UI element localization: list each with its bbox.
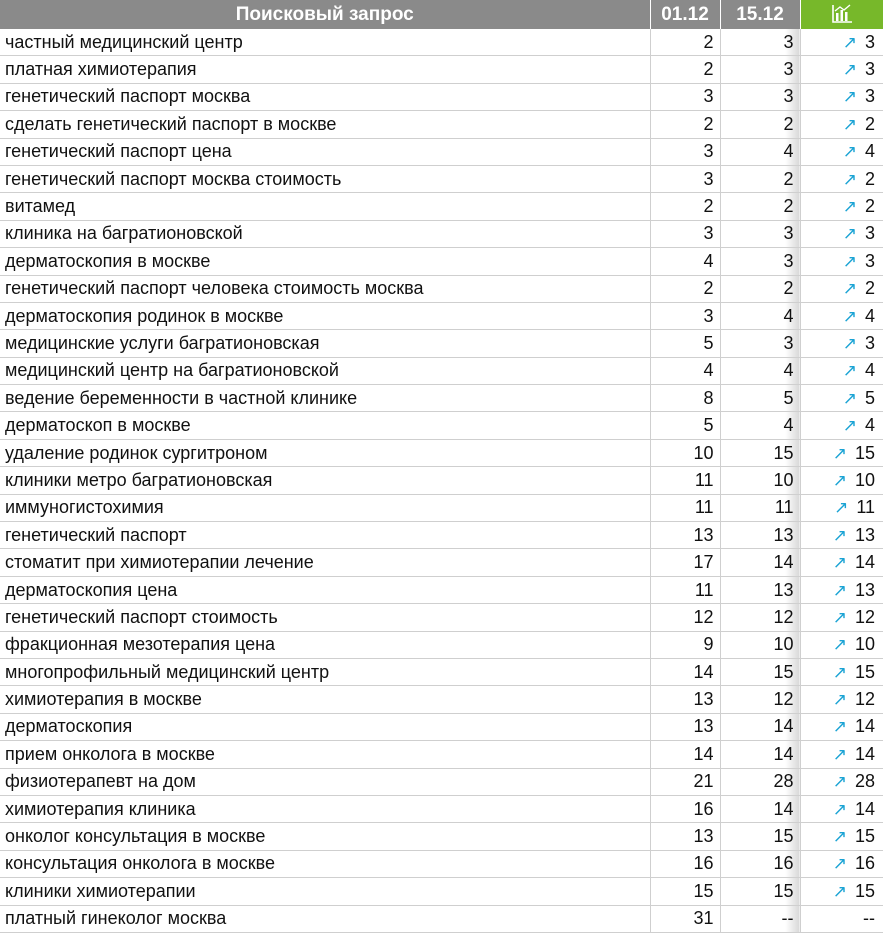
query-cell: химиотерапия в москве <box>0 686 650 713</box>
position-date-2-cell: 15 <box>720 823 800 850</box>
trend-arrow-icon: ↗ <box>832 717 847 737</box>
header-query[interactable]: Поисковый запрос <box>0 0 650 29</box>
table-row[interactable] <box>0 768 883 795</box>
trend-arrow-icon: ↗ <box>842 87 857 107</box>
table-row[interactable] <box>0 275 883 302</box>
query-cell: генетический паспорт <box>0 522 650 549</box>
query-cell: платный гинеколог москва <box>0 905 650 932</box>
position-date-1-cell: 5 <box>650 330 720 357</box>
trend-value: 3 <box>864 223 875 244</box>
query-cell: клиники химиотерапии <box>0 878 650 905</box>
trend-cell <box>800 576 883 603</box>
trend-cell <box>800 713 883 740</box>
position-date-2-cell: 2 <box>720 111 800 138</box>
trend-value: 2 <box>864 278 875 299</box>
trend-arrow-icon: ↗ <box>842 169 857 189</box>
position-date-1-cell: 3 <box>650 138 720 165</box>
position-date-1-cell: 13 <box>650 522 720 549</box>
trend-value: 16 <box>854 853 875 874</box>
position-date-2-cell: 5 <box>720 385 800 412</box>
position-date-2-cell: 12 <box>720 686 800 713</box>
table-row[interactable] <box>0 741 883 768</box>
position-date-1-cell: 2 <box>650 111 720 138</box>
position-date-2-cell: 12 <box>720 604 800 631</box>
position-date-2-cell: 4 <box>720 138 800 165</box>
table-row[interactable] <box>0 467 883 494</box>
query-cell: витамед <box>0 193 650 220</box>
table-row[interactable] <box>0 686 883 713</box>
position-date-2-cell: 3 <box>720 83 800 110</box>
table-row[interactable] <box>0 905 883 932</box>
trend-arrow-icon: ↗ <box>842 32 857 52</box>
position-date-1-cell: 14 <box>650 658 720 685</box>
trend-arrow-icon: ↗ <box>832 881 847 901</box>
trend-arrow-icon: ↗ <box>842 416 857 436</box>
query-cell: ведение беременности в частной клинике <box>0 385 650 412</box>
trend-cell <box>800 165 883 192</box>
position-date-2-cell: 2 <box>720 165 800 192</box>
trend-cell <box>800 83 883 110</box>
query-cell: дерматоскопия родинок в москве <box>0 302 650 329</box>
trend-value: 3 <box>864 31 875 52</box>
position-date-1-cell: 11 <box>650 494 720 521</box>
query-cell: химиотерапия клиника <box>0 795 650 822</box>
trend-arrow-icon: ↗ <box>842 361 857 381</box>
trend-value: 14 <box>854 798 875 819</box>
trend-arrow-icon: ↗ <box>832 553 847 573</box>
trend-cell <box>800 850 883 877</box>
trend-arrow-icon: ↗ <box>842 142 857 162</box>
position-date-1-cell: 31 <box>650 905 720 932</box>
position-date-2-cell: 10 <box>720 631 800 658</box>
table-row[interactable] <box>0 494 883 521</box>
trend-value: 3 <box>864 332 875 353</box>
trend-value: 13 <box>854 579 875 600</box>
query-cell: частный медицинский центр <box>0 29 650 56</box>
position-date-1-cell: 16 <box>650 850 720 877</box>
position-date-2-cell: 3 <box>720 56 800 83</box>
table-row[interactable] <box>0 111 883 138</box>
trend-cell <box>800 357 883 384</box>
table-row[interactable] <box>0 795 883 822</box>
trend-arrow-icon: ↗ <box>832 635 847 655</box>
position-date-1-cell: 13 <box>650 713 720 740</box>
position-date-1-cell: 4 <box>650 357 720 384</box>
trend-cell <box>800 138 883 165</box>
trend-arrow-icon: ↗ <box>832 690 847 710</box>
table-row[interactable] <box>0 823 883 850</box>
query-cell: генетический паспорт цена <box>0 138 650 165</box>
query-cell: клиники метро багратионовская <box>0 467 650 494</box>
position-date-2-cell: 13 <box>720 576 800 603</box>
position-date-2-cell: 14 <box>720 713 800 740</box>
trend-cell <box>800 330 883 357</box>
trend-value: 11 <box>856 497 875 518</box>
query-cell: медицинский центр на багратионовской <box>0 357 650 384</box>
position-date-1-cell: 2 <box>650 56 720 83</box>
query-cell: платная химиотерапия <box>0 56 650 83</box>
trend-arrow-icon: ↗ <box>832 854 847 874</box>
position-date-2-cell: 4 <box>720 412 800 439</box>
trend-value: 5 <box>864 387 875 408</box>
trend-arrow-icon: ↗ <box>842 224 857 244</box>
trend-cell <box>800 56 883 83</box>
table-row[interactable] <box>0 56 883 83</box>
query-cell: дерматоскопия <box>0 713 650 740</box>
trend-value: 12 <box>854 689 875 710</box>
trend-value: 3 <box>864 86 875 107</box>
position-date-1-cell: 2 <box>650 193 720 220</box>
trend-arrow-icon: ↗ <box>842 251 857 271</box>
query-cell: генетический паспорт москва стоимость <box>0 165 650 192</box>
position-date-1-cell: 8 <box>650 385 720 412</box>
query-cell: дерматоскопия цена <box>0 576 650 603</box>
table-row[interactable] <box>0 878 883 905</box>
table-row[interactable] <box>0 165 883 192</box>
position-date-1-cell: 12 <box>650 604 720 631</box>
table-row[interactable] <box>0 248 883 275</box>
query-cell: стоматит при химиотерапии лечение <box>0 549 650 576</box>
trend-cell <box>800 768 883 795</box>
trend-arrow-icon: ↗ <box>832 470 847 490</box>
trend-value: 28 <box>854 771 875 792</box>
position-date-2-cell: 28 <box>720 768 800 795</box>
trend-arrow-icon: ↗ <box>842 388 857 408</box>
table-row[interactable] <box>0 850 883 877</box>
trend-arrow-icon: ↗ <box>842 333 857 353</box>
trend-arrow-icon: ↗ <box>832 443 847 463</box>
position-date-1-cell: 11 <box>650 467 720 494</box>
table-row[interactable] <box>0 138 883 165</box>
trend-cell <box>800 412 883 439</box>
query-cell: клиника на багратионовской <box>0 220 650 247</box>
position-date-2-cell: 4 <box>720 357 800 384</box>
position-date-1-cell: 9 <box>650 631 720 658</box>
trend-value: 14 <box>854 552 875 573</box>
trend-cell <box>800 494 883 521</box>
query-cell: физиотерапевт на дом <box>0 768 650 795</box>
trend-cell <box>800 658 883 685</box>
position-date-2-cell: 14 <box>720 741 800 768</box>
trend-cell <box>800 439 883 466</box>
query-cell: многопрофильный медицинский центр <box>0 658 650 685</box>
trend-value: -- <box>863 908 875 929</box>
position-date-2-cell: 4 <box>720 302 800 329</box>
position-date-1-cell: 10 <box>650 439 720 466</box>
table-row[interactable] <box>0 385 883 412</box>
trend-cell <box>800 878 883 905</box>
position-date-1-cell: 13 <box>650 823 720 850</box>
position-date-1-cell: 14 <box>650 741 720 768</box>
query-cell: генетический паспорт москва <box>0 83 650 110</box>
table-row[interactable] <box>0 604 883 631</box>
position-date-1-cell: 21 <box>650 768 720 795</box>
trend-value: 3 <box>864 59 875 80</box>
position-date-2-cell: 3 <box>720 248 800 275</box>
table-row[interactable] <box>0 631 883 658</box>
trend-arrow-icon: ↗ <box>842 279 857 299</box>
query-cell: фракционная мезотерапия цена <box>0 631 650 658</box>
position-date-1-cell: 11 <box>650 576 720 603</box>
trend-value: 13 <box>854 524 875 545</box>
query-cell: генетический паспорт человека стоимость москва <box>0 275 650 302</box>
trend-value: 12 <box>854 606 875 627</box>
query-cell: удаление родинок сургитроном <box>0 439 650 466</box>
trend-value: 15 <box>854 880 875 901</box>
trend-cell <box>800 741 883 768</box>
trend-arrow-icon: ↗ <box>834 498 849 518</box>
position-date-1-cell: 13 <box>650 686 720 713</box>
table-row[interactable] <box>0 713 883 740</box>
table-row[interactable] <box>0 193 883 220</box>
table-row[interactable] <box>0 302 883 329</box>
table-row[interactable] <box>0 522 883 549</box>
query-cell: сделать генетический паспорт в москве <box>0 111 650 138</box>
position-date-1-cell: 17 <box>650 549 720 576</box>
trend-value: 14 <box>854 716 875 737</box>
trend-value: 4 <box>864 360 875 381</box>
trend-arrow-icon: ↗ <box>842 114 857 134</box>
position-date-2-cell: 14 <box>720 795 800 822</box>
trend-cell <box>800 604 883 631</box>
header-trend[interactable] <box>800 0 883 29</box>
position-date-2-cell: -- <box>720 905 800 932</box>
table-row[interactable] <box>0 576 883 603</box>
header-date-1[interactable]: 01.12 <box>650 0 720 29</box>
query-cell: медицинские услуги багратионовская <box>0 330 650 357</box>
bar-chart-icon <box>831 4 853 24</box>
trend-cell <box>800 193 883 220</box>
query-cell: дерматоскопия в москве <box>0 248 650 275</box>
trend-value: 4 <box>864 305 875 326</box>
trend-cell <box>800 905 883 932</box>
trend-cell <box>800 220 883 247</box>
position-date-2-cell: 15 <box>720 878 800 905</box>
position-date-2-cell: 10 <box>720 467 800 494</box>
trend-cell <box>800 385 883 412</box>
table-row[interactable] <box>0 439 883 466</box>
trend-arrow-icon: ↗ <box>832 580 847 600</box>
table-row[interactable] <box>0 357 883 384</box>
trend-value: 4 <box>864 415 875 436</box>
trend-cell <box>800 549 883 576</box>
trend-value: 14 <box>854 743 875 764</box>
query-cell: иммуногистохимия <box>0 494 650 521</box>
position-date-2-cell: 3 <box>720 220 800 247</box>
table-row[interactable] <box>0 29 883 56</box>
position-date-2-cell: 3 <box>720 29 800 56</box>
query-cell: дерматоскоп в москве <box>0 412 650 439</box>
trend-value: 2 <box>864 168 875 189</box>
trend-value: 2 <box>864 113 875 134</box>
trend-value: 10 <box>854 634 875 655</box>
position-date-1-cell: 3 <box>650 165 720 192</box>
query-cell: генетический паспорт стоимость <box>0 604 650 631</box>
position-date-1-cell: 15 <box>650 878 720 905</box>
position-date-1-cell: 2 <box>650 29 720 56</box>
trend-cell <box>800 248 883 275</box>
query-cell: онколог консультация в москве <box>0 823 650 850</box>
table-row[interactable] <box>0 549 883 576</box>
position-date-2-cell: 14 <box>720 549 800 576</box>
position-date-1-cell: 3 <box>650 220 720 247</box>
header-date-2[interactable]: 15.12 <box>720 0 800 29</box>
trend-value: 15 <box>854 442 875 463</box>
position-date-1-cell: 4 <box>650 248 720 275</box>
table-body <box>0 29 883 932</box>
table-header <box>0 0 883 29</box>
trend-cell <box>800 686 883 713</box>
trend-cell <box>800 795 883 822</box>
position-date-2-cell: 13 <box>720 522 800 549</box>
trend-value: 4 <box>864 141 875 162</box>
trend-cell <box>800 302 883 329</box>
trend-cell <box>800 275 883 302</box>
position-date-1-cell: 3 <box>650 302 720 329</box>
position-date-2-cell: 15 <box>720 439 800 466</box>
position-date-2-cell: 3 <box>720 330 800 357</box>
trend-value: 3 <box>864 250 875 271</box>
trend-arrow-icon: ↗ <box>832 525 847 545</box>
trend-value: 2 <box>864 196 875 217</box>
trend-arrow-icon: ↗ <box>832 772 847 792</box>
position-date-1-cell: 3 <box>650 83 720 110</box>
trend-cell <box>800 467 883 494</box>
trend-value: 15 <box>854 826 875 847</box>
trend-arrow-icon: ↗ <box>842 60 857 80</box>
trend-arrow-icon: ↗ <box>832 744 847 764</box>
position-date-2-cell: 11 <box>720 494 800 521</box>
position-date-2-cell: 15 <box>720 658 800 685</box>
trend-cell <box>800 631 883 658</box>
trend-value: 15 <box>854 661 875 682</box>
trend-cell <box>800 111 883 138</box>
table-row[interactable] <box>0 330 883 357</box>
position-date-1-cell: 5 <box>650 412 720 439</box>
table-row[interactable] <box>0 220 883 247</box>
table-row[interactable] <box>0 412 883 439</box>
trend-arrow-icon: ↗ <box>832 827 847 847</box>
position-date-1-cell: 16 <box>650 795 720 822</box>
query-cell: прием онколога в москве <box>0 741 650 768</box>
trend-arrow-icon: ↗ <box>832 607 847 627</box>
trend-arrow-icon: ↗ <box>832 662 847 682</box>
table-row[interactable] <box>0 658 883 685</box>
position-date-1-cell: 2 <box>650 275 720 302</box>
trend-arrow-icon: ↗ <box>842 197 857 217</box>
trend-value: 10 <box>854 469 875 490</box>
table-row[interactable] <box>0 83 883 110</box>
position-date-2-cell: 2 <box>720 275 800 302</box>
trend-arrow-icon: ↗ <box>842 306 857 326</box>
trend-arrow-icon: ↗ <box>832 799 847 819</box>
trend-cell <box>800 29 883 56</box>
trend-cell <box>800 522 883 549</box>
trend-cell <box>800 823 883 850</box>
position-date-2-cell: 16 <box>720 850 800 877</box>
position-date-2-cell: 2 <box>720 193 800 220</box>
query-cell: консультация онколога в москве <box>0 850 650 877</box>
